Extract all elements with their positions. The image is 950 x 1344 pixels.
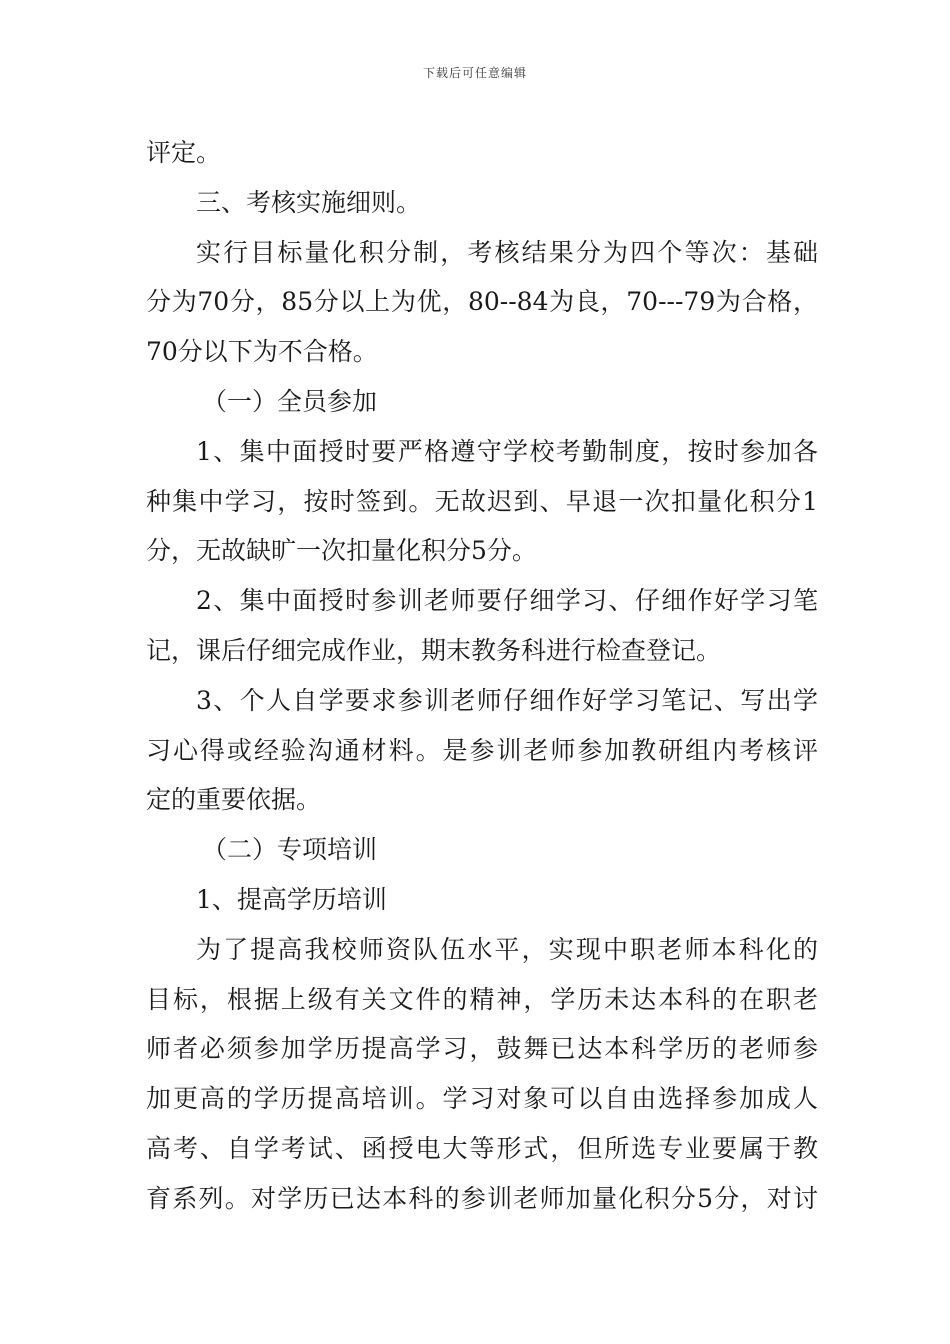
subsection-heading: （二）专项培训: [202, 835, 378, 865]
text-line: 评定。: [146, 138, 222, 167]
text-line: 种集中学习，按时签到。无故迟到、早退一次扣量化积分1: [146, 486, 818, 516]
text-line: 师者必须参加学历提高学习，鼓舞已达本科学历的老师参: [146, 1034, 818, 1064]
text-line: 分，无故缺旷一次扣量化积分5分。: [146, 536, 537, 566]
item-heading: 1、提高学历培训: [196, 884, 387, 914]
text-line: 定的重要依据。: [146, 785, 322, 815]
text-line: 高考、自学考试、函授电大等形式，但所选专业要属于教: [146, 1133, 818, 1163]
text-line: 2、集中面授时参训老师要仔细学习、仔细作好学习笔: [196, 586, 818, 616]
subsection-heading: （一）全员参加: [202, 386, 378, 416]
text-line: 习心得或经验沟通材料。是参训老师参加教研组内考核评: [146, 735, 818, 765]
section-heading: 三、考核实施细则。: [196, 187, 422, 217]
text-line: 目标，根据上级有关文件的精神，学历未达本科的在职老: [146, 984, 818, 1014]
page-header: 下载后可任意编辑: [422, 66, 527, 80]
text-line: 1、集中面授时要严格遵守学校考勤制度，按时参加各: [196, 436, 818, 466]
document-body: [146, 128, 818, 1224]
text-line: 3、个人自学要求参训老师仔细作好学习笔记、写出学: [196, 685, 818, 715]
text-line: 加更高的学历提高培训。学习对象可以自由选择参加成人: [146, 1084, 818, 1114]
text-line: 为了提高我校师资队伍水平，实现中职老师本科化的: [196, 934, 818, 964]
text-line: 记，课后仔细完成作业，期末教务科进行检查登记。: [146, 635, 722, 665]
text-line: 分为70分，85分以上为优，80--84为良，70---79为合格，: [146, 287, 818, 317]
text-line: 实行目标量化积分制，考核结果分为四个等次：基础: [196, 237, 818, 267]
text-line: 70分以下为不合格。: [146, 337, 378, 367]
text-line: 育系列。对学历已达本科的参训老师加量化积分5分，对讨: [146, 1183, 818, 1213]
